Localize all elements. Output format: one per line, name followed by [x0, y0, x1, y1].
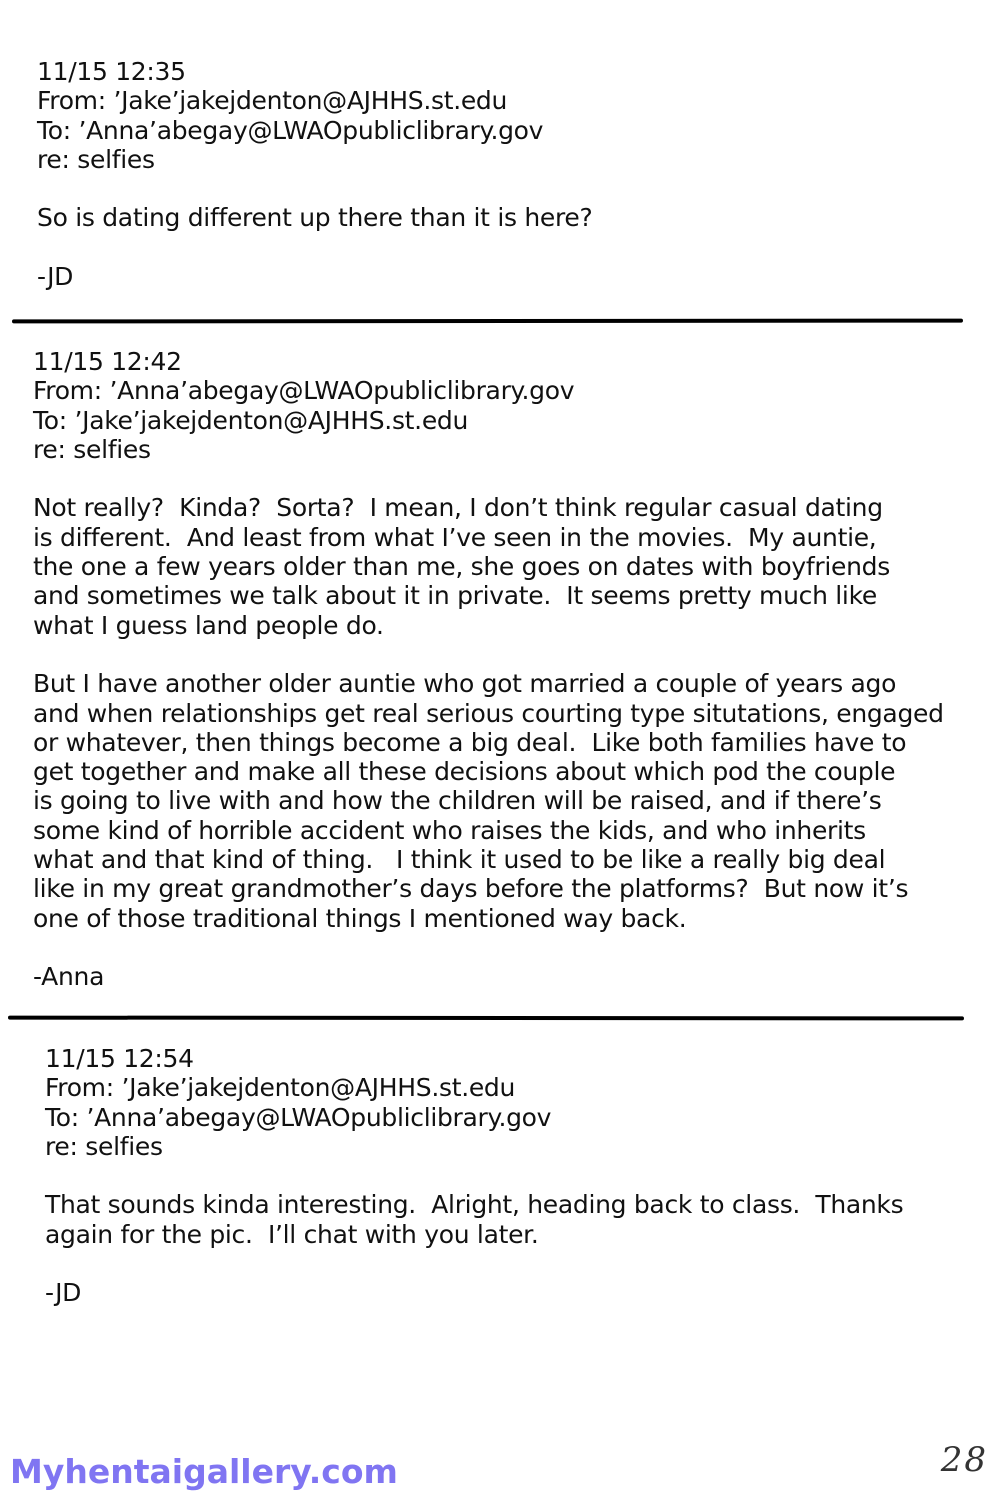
email-subject: re: selfies [33, 434, 151, 464]
email-signature: -JD [37, 262, 74, 292]
email-body-line: what I guess land people do. [33, 610, 384, 640]
email-body-line: like in my great grandmother’s days before the platforms? But now it’s [33, 874, 909, 904]
email-subject: re: selfies [37, 144, 155, 174]
email-message-2 [0, 347, 1000, 992]
email-body-line: and sometimes we talk about it in private. It seems pretty much like [33, 581, 877, 611]
email-body-line: and when relationships get real serious courting type situtations, engaged [33, 698, 944, 728]
email-to: To: ’Anna’abegay@LWAOpubliclibrary.gov [45, 1102, 552, 1132]
message-divider [12, 319, 963, 324]
email-timestamp: 11/15 12:35 [37, 57, 186, 86]
email-from: From: ’Jake’jakejdenton@AJHHS.st.edu [45, 1073, 516, 1103]
email-signature: -Anna [33, 962, 105, 992]
email-timestamp: 11/15 12:42 [33, 347, 182, 376]
email-body-line: get together and make all these decisions about which pod the couple [33, 757, 896, 787]
email-from: From: ’Jake’jakejdenton@AJHHS.st.edu [37, 86, 508, 116]
email-body-line: Not really? Kinda? Sorta? I mean, I don’t think regular casual dating [33, 493, 883, 523]
email-body-line: But I have another older auntie who got married a couple of years ago [33, 669, 897, 699]
email-signature: -JD [45, 1278, 82, 1308]
email-body-line: is going to live with and how the children will be raised, and if there’s [33, 786, 882, 816]
email-body-line: the one a few years older than me, she goes on dates with boyfriends [33, 552, 890, 582]
email-from: From: ’Anna’abegay@LWAOpubliclibrary.gov [33, 376, 575, 406]
email-to: To: ’Anna’abegay@LWAOpubliclibrary.gov [37, 115, 544, 145]
email-body-line: some kind of horrible accident who raises the kids, and who inherits [33, 815, 866, 845]
email-body-line: So is dating different up there than it is here? [37, 203, 593, 233]
site-watermark: Myhentaigallery.com [10, 1452, 398, 1491]
email-message-3 [0, 1044, 1000, 1308]
email-subject: re: selfies [45, 1131, 163, 1161]
email-to: To: ’Jake’jakejdenton@AJHHS.st.edu [33, 405, 469, 435]
email-body-line: or whatever, then things become a big deal. Like both families have to [33, 727, 907, 757]
email-timestamp: 11/15 12:54 [45, 1044, 194, 1073]
email-body-line: That sounds kinda interesting. Alright, heading back to class. Thanks [45, 1190, 904, 1220]
page-number: 28 [940, 1440, 988, 1480]
email-body-line: is different. And least from what I’ve seen in the movies. My auntie, [33, 522, 877, 552]
email-body-line: what and that kind of thing. I think it used to be like a really big deal [33, 845, 886, 875]
message-divider [8, 1016, 964, 1021]
email-message-1 [0, 57, 1000, 291]
email-body-line: one of those traditional things I mentioned way back. [33, 903, 687, 933]
email-body-line: again for the pic. I’ll chat with you later. [45, 1219, 539, 1249]
